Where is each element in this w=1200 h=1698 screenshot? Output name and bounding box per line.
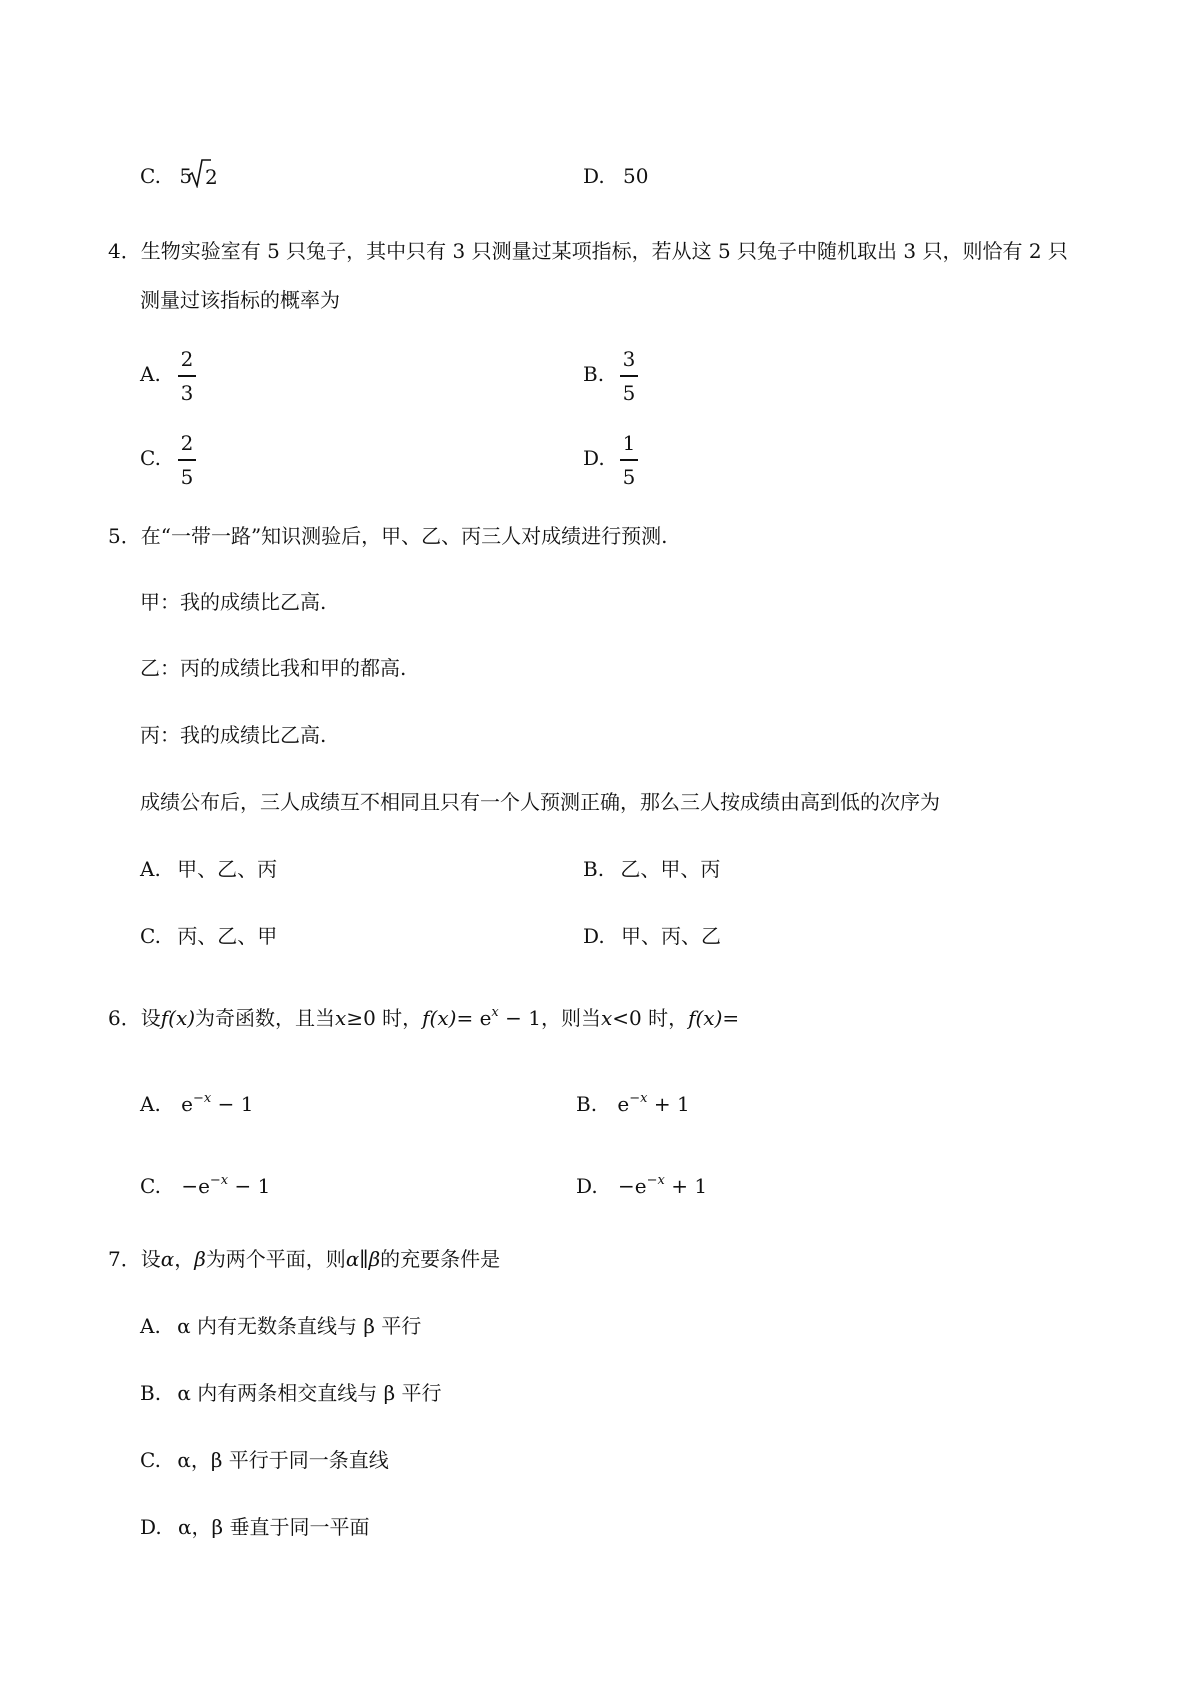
q6-option-b (576, 1091, 690, 1116)
q3-option-c-radicand: 2 (205, 165, 218, 189)
stem-text: − 1，则当 (498, 1006, 601, 1030)
option-text: 丙、乙、甲 (177, 924, 278, 948)
option-base: −e (181, 1174, 210, 1198)
variable: x (335, 1006, 347, 1030)
option-label: D. (140, 1515, 162, 1539)
option-label: B. (576, 1092, 598, 1116)
q5-result: 成绩公布后，三人成绩互不相同且只有一个人预测正确，那么三人按成绩由高到低的次序为 (140, 790, 940, 814)
stem-text: 7．设 (108, 1247, 161, 1271)
stem-text: 的充要条件是 (380, 1247, 501, 1271)
numerator: 1 (622, 431, 636, 455)
stem-text: 为两个平面，则 (205, 1247, 346, 1271)
option-label: C. (140, 164, 161, 188)
option-text: α，β 垂直于同一平面 (178, 1515, 370, 1539)
q5-option-d (583, 926, 721, 946)
q4-option-a-fraction (178, 349, 196, 403)
option-value: 50 (623, 164, 649, 188)
option-label: C. (140, 1174, 161, 1198)
q4-option-c-fraction (178, 433, 196, 487)
fraction-bar (178, 375, 196, 377)
exponent: −x (629, 1091, 648, 1106)
denominator: 5 (622, 380, 636, 405)
q6-option-d (576, 1173, 708, 1198)
q7-option-a (140, 1316, 421, 1336)
option-text: α，β 平行于同一条直线 (177, 1448, 389, 1472)
exponent: x (491, 1005, 499, 1020)
option-label: A. (140, 857, 161, 881)
q7-option-c (140, 1450, 389, 1470)
plane-beta: β (194, 1247, 206, 1271)
q4-stem-line1: 4．生物实验室有 5 只兔子，其中只有 3 只测量过某项指标，若从这 5 只兔子中随机取出 3 只，则恰有 2 只 (108, 239, 1068, 263)
denominator: 5 (180, 464, 194, 489)
q6-option-a (140, 1091, 254, 1116)
option-text: 甲、乙、丙 (177, 857, 278, 881)
option-tail: + 1 (664, 1174, 708, 1198)
plane-alpha: α (160, 1247, 175, 1271)
q4-stem-line2: 测量过该指标的概率为 (140, 288, 340, 312)
option-text: α 内有两条相交直线与 β 平行 (177, 1381, 442, 1405)
variable: x (600, 1006, 613, 1030)
option-label: A. (140, 1092, 161, 1116)
option-label: A. (140, 1314, 161, 1338)
option-label: C. (140, 1448, 161, 1472)
exponent: −x (193, 1091, 212, 1106)
option-text: 乙、甲、丙 (620, 857, 721, 881)
q5-stem: 5．在“一带一路”知识测验后，甲、乙、丙三人对成绩进行预测. (108, 524, 668, 548)
option-base: e (617, 1092, 630, 1116)
q5-prediction-jia: 甲：我的成绩比乙高. (140, 590, 327, 614)
denominator: 5 (622, 464, 636, 489)
plane-alpha: α (345, 1247, 360, 1271)
function-symbol: f(x) (688, 1006, 723, 1030)
stem-text: = (722, 1006, 740, 1030)
q3-option-c (140, 166, 192, 186)
fraction-bar (178, 459, 196, 461)
exponent: −x (209, 1173, 229, 1188)
option-label: D. (583, 924, 605, 948)
option-base: e (181, 1092, 194, 1116)
stem-text: 为奇函数，且当 (195, 1006, 336, 1030)
parallel-symbol: ∥ (359, 1247, 369, 1271)
numerator: 2 (180, 347, 194, 371)
q7-stem (108, 1249, 500, 1269)
q4-option-b-fraction (620, 349, 638, 403)
q4-option-d-label: D. (583, 446, 605, 470)
q5-option-b (583, 859, 720, 879)
function-symbol: f(x) (422, 1006, 457, 1030)
numerator: 3 (622, 347, 636, 371)
stem-text: ≥0 时， (346, 1006, 423, 1030)
function-symbol: f(x) (160, 1006, 196, 1030)
option-base: −e (618, 1174, 647, 1198)
q7-option-b (140, 1383, 442, 1403)
exponent: −x (646, 1173, 665, 1188)
q5-option-a (140, 859, 277, 879)
q5-option-c (140, 926, 277, 946)
q4-option-c-label: C. (140, 446, 161, 470)
option-label: D. (583, 164, 605, 188)
option-label: D. (576, 1174, 598, 1198)
q4-option-a-label: A. (140, 362, 161, 386)
numerator: 2 (180, 431, 194, 455)
q5-prediction-bing: 丙：我的成绩比乙高. (140, 723, 327, 747)
option-coefficient: 5 (179, 164, 193, 188)
option-text: α 内有无数条直线与 β 平行 (177, 1314, 422, 1338)
fraction-bar (620, 375, 638, 377)
q5-prediction-yi: 乙：丙的成绩比我和甲的都高. (140, 656, 407, 680)
plane-beta: β (368, 1247, 381, 1271)
q4-option-b-label: B. (583, 362, 605, 386)
option-tail: − 1 (211, 1092, 254, 1116)
option-tail: + 1 (647, 1092, 690, 1116)
stem-text: 6．设 (108, 1006, 161, 1030)
q3-option-d (583, 166, 649, 186)
q4-option-d-fraction (620, 433, 638, 487)
q6-option-c (140, 1173, 271, 1198)
q7-option-d (140, 1517, 369, 1537)
option-label: B. (583, 857, 605, 881)
q6-stem (108, 1005, 740, 1030)
option-text: 甲、丙、乙 (621, 924, 722, 948)
denominator: 3 (180, 380, 194, 405)
fraction-bar (620, 459, 638, 461)
option-tail: − 1 (228, 1174, 271, 1198)
option-label: C. (140, 924, 161, 948)
stem-text: ， (174, 1247, 195, 1271)
stem-text: <0 时， (612, 1006, 689, 1030)
stem-text: = e (456, 1006, 492, 1030)
option-label: B. (140, 1381, 162, 1405)
